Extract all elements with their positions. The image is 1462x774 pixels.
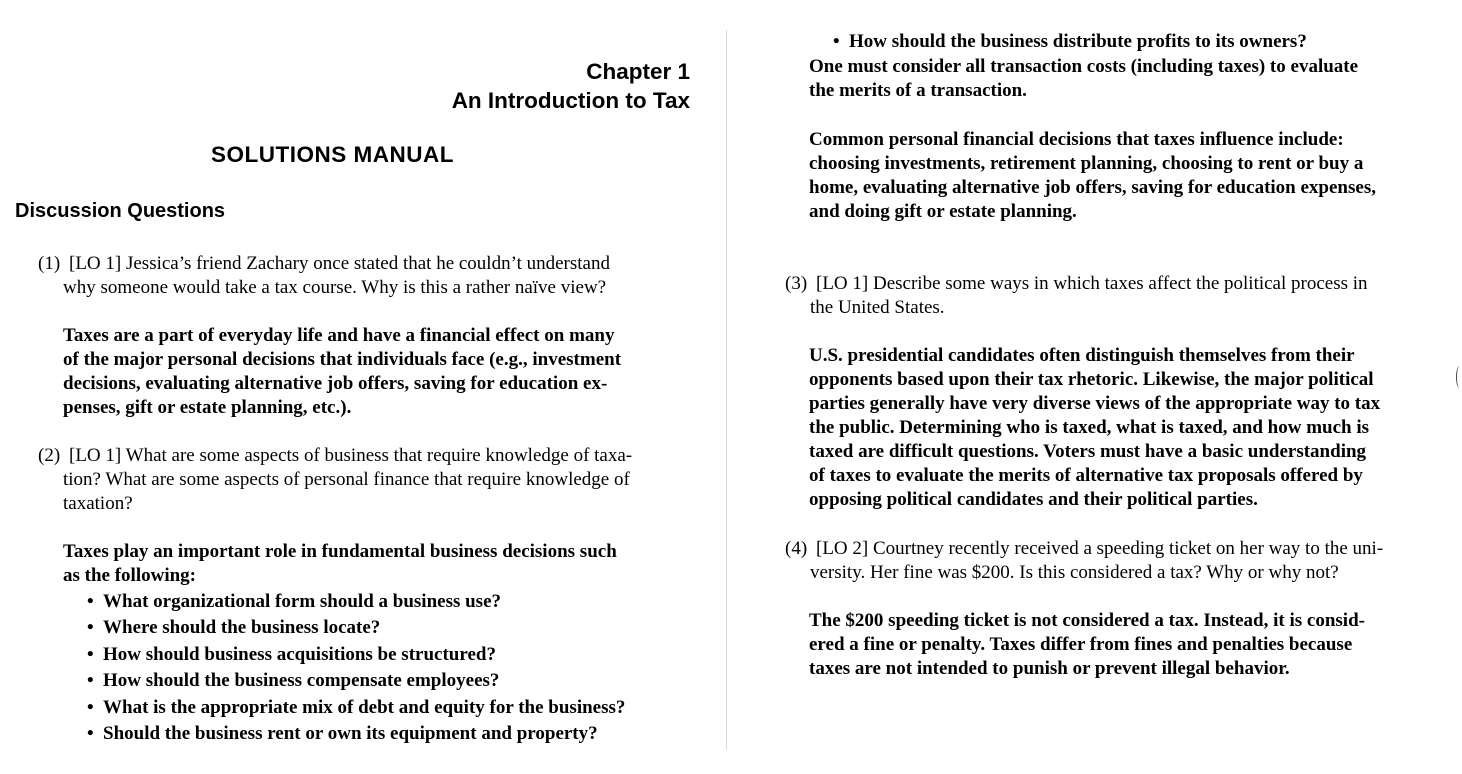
answer-line: and doing gift or estate planning. — [809, 201, 1077, 222]
answer-2-personal — [809, 128, 1449, 224]
chapter-heading — [452, 57, 690, 115]
answer-line: the public. Determining who is taxed, what is taxed, and how much is — [809, 417, 1370, 438]
answer-line: One must consider all transaction costs (including taxes) to evaluate — [809, 56, 1359, 77]
question-text-line: [LO 2] Courtney recently received a speeding ticket on her way to the uni- — [816, 538, 1384, 559]
answer-4 — [809, 609, 1449, 681]
question-number: (3) — [785, 273, 808, 294]
answer-line: Taxes play an important role in fundamental business decisions such — [63, 541, 617, 562]
question-text-line: [LO 1] Describe some ways in which taxes affect the political process in — [816, 273, 1368, 294]
answer-1 — [63, 324, 713, 420]
question-text-line: [LO 1] Jessica’s friend Zachary once stated that he couldn’t understand — [69, 253, 610, 274]
business-decisions-list — [87, 589, 625, 747]
question-2 — [38, 444, 708, 516]
question-4 — [785, 537, 1445, 585]
column-divider — [726, 30, 727, 750]
business-decisions-list-continued — [833, 29, 1307, 55]
question-text-line: the United States. — [810, 297, 945, 318]
answer-line: taxed are difficult questions. Voters must have a basic understanding — [809, 441, 1367, 462]
left-column — [15, 0, 705, 774]
answer-line: ered a fine or penalty. Taxes differ from fines and penalties because — [809, 634, 1353, 655]
answer-3 — [809, 344, 1449, 512]
question-3 — [785, 272, 1445, 320]
manual-title: SOLUTIONS MANUAL — [211, 142, 454, 167]
answer-line: Common personal financial decisions that taxes influence include: — [809, 129, 1344, 150]
answer-line: of taxes to evaluate the merits of alternative tax proposals offered by — [809, 465, 1363, 486]
page-edge-mark — [1456, 366, 1462, 388]
list-item: • Where should the business locate? — [87, 615, 625, 641]
question-1 — [38, 252, 708, 300]
list-item: • Should the business rent or own its equipment and property? — [87, 721, 625, 747]
question-text-line: tion? What are some aspects of personal finance that require knowledge of — [63, 469, 630, 490]
answer-line: taxes are not intended to punish or prevent illegal behavior. — [809, 658, 1290, 679]
answer-line: the merits of a transaction. — [809, 80, 1027, 101]
answer-line: as the following: — [63, 565, 196, 586]
question-text-line: why someone would take a tax course. Why is this a rather naïve view? — [63, 277, 607, 298]
answer-2-followup — [809, 55, 1449, 103]
question-number: (4) — [785, 538, 808, 559]
answer-line: opponents based upon their tax rhetoric. Likewise, the major political — [809, 369, 1374, 390]
section-title: Discussion Questions — [15, 200, 226, 222]
question-number: (1) — [38, 253, 61, 274]
list-item: • What organizational form should a business use? — [87, 589, 625, 615]
question-number: (2) — [38, 445, 61, 466]
list-item: • How should the business distribute profits to its owners? — [833, 29, 1307, 55]
question-text-line: versity. Her fine was $200. Is this considered a tax? Why or why not? — [810, 562, 1339, 583]
chapter-title: An Introduction to Tax — [451, 88, 690, 113]
answer-line: choosing investments, retirement planning, choosing to rent or buy a — [809, 153, 1364, 174]
answer-line: parties generally have very diverse views of the appropriate way to tax — [809, 393, 1381, 414]
list-item: • How should the business compensate employees? — [87, 668, 625, 694]
question-text-line: taxation? — [63, 493, 133, 514]
answer-line: decisions, evaluating alternative job offers, saving for education ex- — [63, 373, 608, 394]
list-item: • What is the appropriate mix of debt and equity for the business? — [87, 695, 625, 721]
list-item: • How should business acquisitions be structured? — [87, 642, 625, 668]
answer-line: Taxes are a part of everyday life and have a financial effect on many — [63, 325, 615, 346]
answer-line: U.S. presidential candidates often distinguish themselves from their — [809, 345, 1355, 366]
chapter-number: Chapter 1 — [586, 59, 690, 84]
answer-line: The $200 speeding ticket is not considered a tax. Instead, it is consid- — [809, 610, 1365, 631]
answer-line: penses, gift or estate planning, etc.). — [63, 397, 352, 418]
answer-line: of the major personal decisions that individuals face (e.g., investment — [63, 349, 622, 370]
answer-line: home, evaluating alternative job offers, saving for education expenses, — [809, 177, 1376, 198]
answer-line: opposing political candidates and their political parties. — [809, 489, 1258, 510]
right-column — [785, 0, 1445, 774]
question-text-line: [LO 1] What are some aspects of business that require knowledge of taxa- — [69, 445, 633, 466]
answer-2 — [63, 540, 713, 588]
